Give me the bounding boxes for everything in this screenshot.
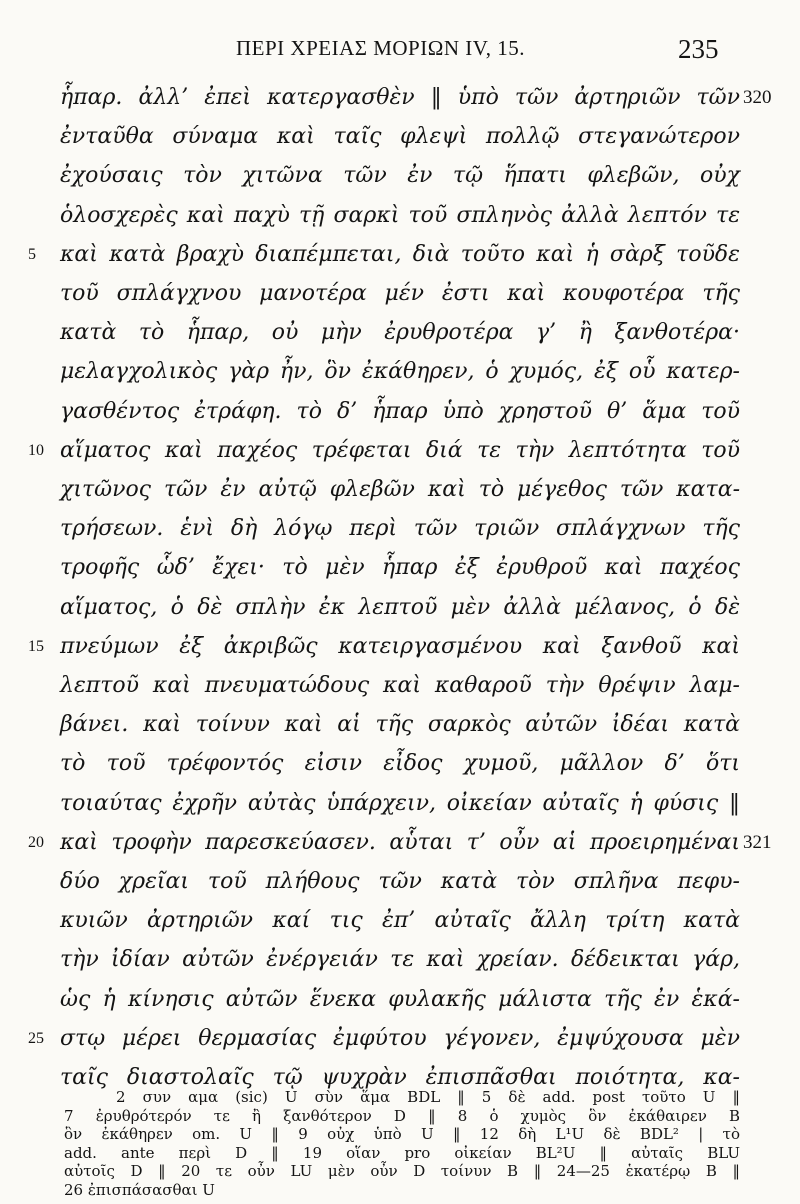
line-number: 10 bbox=[28, 441, 44, 459]
text-line: κατὰ τὸ ἧπαρ, οὐ μὴν ἐρυθροτέρα γ’ ἢ ξανθοτέρα· bbox=[60, 320, 740, 346]
text-line: δύο χρεῖαι τοῦ πλήθους τῶν κατὰ τὸν σπλῆνα πεφυ- bbox=[60, 869, 740, 894]
text-line: ἧπαρ. ἀλλ’ ἐπεὶ κατεργασθὲν ‖ ὑπὸ τῶν ἀρτηριῶν τῶν bbox=[60, 85, 740, 110]
text-line: λεπτοῦ καὶ πνευματώδους καὶ καθαροῦ τὴν θρέψιν λαμ- bbox=[60, 673, 740, 698]
margin-page-reference: 321 bbox=[743, 831, 772, 853]
text-line: ταῖς διαστολαῖς τῷ ψυχρὰν ἐπισπᾶσθαι ποιότητα, κα- bbox=[60, 1065, 740, 1090]
text-line: καὶ τροφὴν παρεσκεύασεν. αὗται τ’ οὖν αἱ προειρημέναι bbox=[60, 829, 740, 855]
text-line: ὡς ἡ κίνησις αὐτῶν ἕνεκα φυλακῆς μάλιστα τῆς ἐν ἑκά- bbox=[60, 986, 740, 1012]
margin-page-reference: 320 bbox=[743, 87, 772, 108]
line-number: 5 bbox=[28, 245, 36, 263]
apparatus-line: add. ante περὶ D ‖ 19 οἵαν pro οἰκείαν BL²U ‖ αὐταῖς BLU bbox=[64, 1143, 740, 1162]
text-line: καὶ κατὰ βραχὺ διαπέμπεται, διὰ τοῦτο καὶ ἡ σὰρξ τοῦδε bbox=[60, 241, 740, 267]
apparatus-line: αὐτοῖς D ‖ 20 τε οὖν LU μὲν οὖν D τοίνυν B ‖ 24—25 ἑκατέρῳ B ‖ bbox=[64, 1162, 740, 1180]
page-number: 235 bbox=[678, 34, 719, 64]
text-line: αἵματος καὶ παχέος τρέφεται διά τε τὴν λεπτότητα τοῦ bbox=[60, 437, 740, 463]
apparatus-line: ὃν ἐκάθηρεν om. U ‖ 9 οὐχ ὑπὸ U ‖ 12 δὴ L¹U δὲ BDL² | τὸ bbox=[64, 1125, 740, 1143]
line-number: 20 bbox=[28, 833, 44, 851]
apparatus-line: 7 ἐρυθρότερόν τε ἢ ξανθότερον D ‖ 8 ὁ χυμὸς ὃν ἐκάθαιρεν B bbox=[64, 1106, 740, 1125]
line-number: 15 bbox=[28, 637, 44, 655]
text-line: γασθέντος ἐτράφη. τὸ δ’ ἧπαρ ὑπὸ χρηστοῦ θ’ ἅμα τοῦ bbox=[60, 398, 740, 424]
text-line: πνεύμων ἐξ ἀκριβῶς κατειργασμένου καὶ ξανθοῦ καὶ bbox=[60, 633, 740, 659]
running-title: ΠΕΡΙ ΧΡΕΙΑΣ ΜΟΡΙΩΝ IV, 15. bbox=[236, 36, 525, 60]
text-line: τροφῆς ὧδ’ ἔχει· τὸ μὲν ἧπαρ ἐξ ἐρυθροῦ καὶ παχέος bbox=[60, 555, 740, 581]
page-header bbox=[0, 34, 800, 74]
text-line: τὸ τοῦ τρέφοντός εἰσιν εἶδος χυμοῦ, μᾶλλον δ’ ὅτι bbox=[60, 751, 740, 777]
text-line: στῳ μέρει θερμασίας ἐμφύτου γέγονεν, ἐμψύχουσα μὲν bbox=[60, 1025, 740, 1051]
text-line: ὁλοσχερὲς καὶ παχὺ τῇ σαρκὶ τοῦ σπληνὸς ἀλλὰ λεπτόν τε bbox=[60, 202, 740, 228]
text-line: ἐχούσαις τὸν χιτῶνα τῶν ἐν τῷ ἥπατι φλεβῶν, οὐχ bbox=[60, 163, 740, 189]
text-line: τοιαύτας ἐχρῆν αὐτὰς ὑπάρχειν, οἰκείαν αὐταῖς ἡ φύσις ‖ bbox=[60, 790, 740, 816]
text-line: τὴν ἰδίαν αὐτῶν ἐνέργειάν τε καὶ χρείαν. δέδεικται γάρ, bbox=[60, 947, 740, 973]
text-line: τοῦ σπλάγχνου μανοτέρα μέν ἐστι καὶ κουφοτέρα τῆς bbox=[60, 281, 740, 306]
text-line: αἵματος, ὁ δὲ σπλὴν ἐκ λεπτοῦ μὲν ἀλλὰ μέλανος, ὁ δὲ bbox=[60, 594, 740, 620]
text-line: κυιῶν ἀρτηριῶν καί τις ἐπ’ αὐταῖς ἄλλη τρίτη κατὰ bbox=[60, 908, 740, 934]
text-line: ἐνταῦθα σύναμα καὶ ταῖς φλεψὶ πολλῷ στεγανώτερον bbox=[60, 124, 740, 150]
apparatus-line: 2 συν αμα (sic) U σὺν ἅμα BDL ‖ 5 δὲ add. post τοῦτο U ‖ bbox=[116, 1088, 740, 1106]
text-line: βάνει. καὶ τοίνυν καὶ αἱ τῆς σαρκὸς αὐτῶν ἰδέαι κατὰ bbox=[60, 712, 740, 738]
text-line: μελαγχολικὸς γὰρ ἦν, ὃν ἐκάθηρεν, ὁ χυμός, ἐξ οὗ κατερ- bbox=[60, 359, 740, 385]
text-line: τρήσεων. ἑνὶ δὴ λόγῳ περὶ τῶν τριῶν σπλάγχνων τῆς bbox=[60, 516, 740, 542]
line-number: 25 bbox=[28, 1029, 44, 1047]
text-line: χιτῶνος τῶν ἐν αὐτῷ φλεβῶν καὶ τὸ μέγεθος τῶν κατα- bbox=[60, 477, 740, 502]
apparatus-line: 26 ἐπισπάσασθαι U bbox=[64, 1180, 215, 1199]
